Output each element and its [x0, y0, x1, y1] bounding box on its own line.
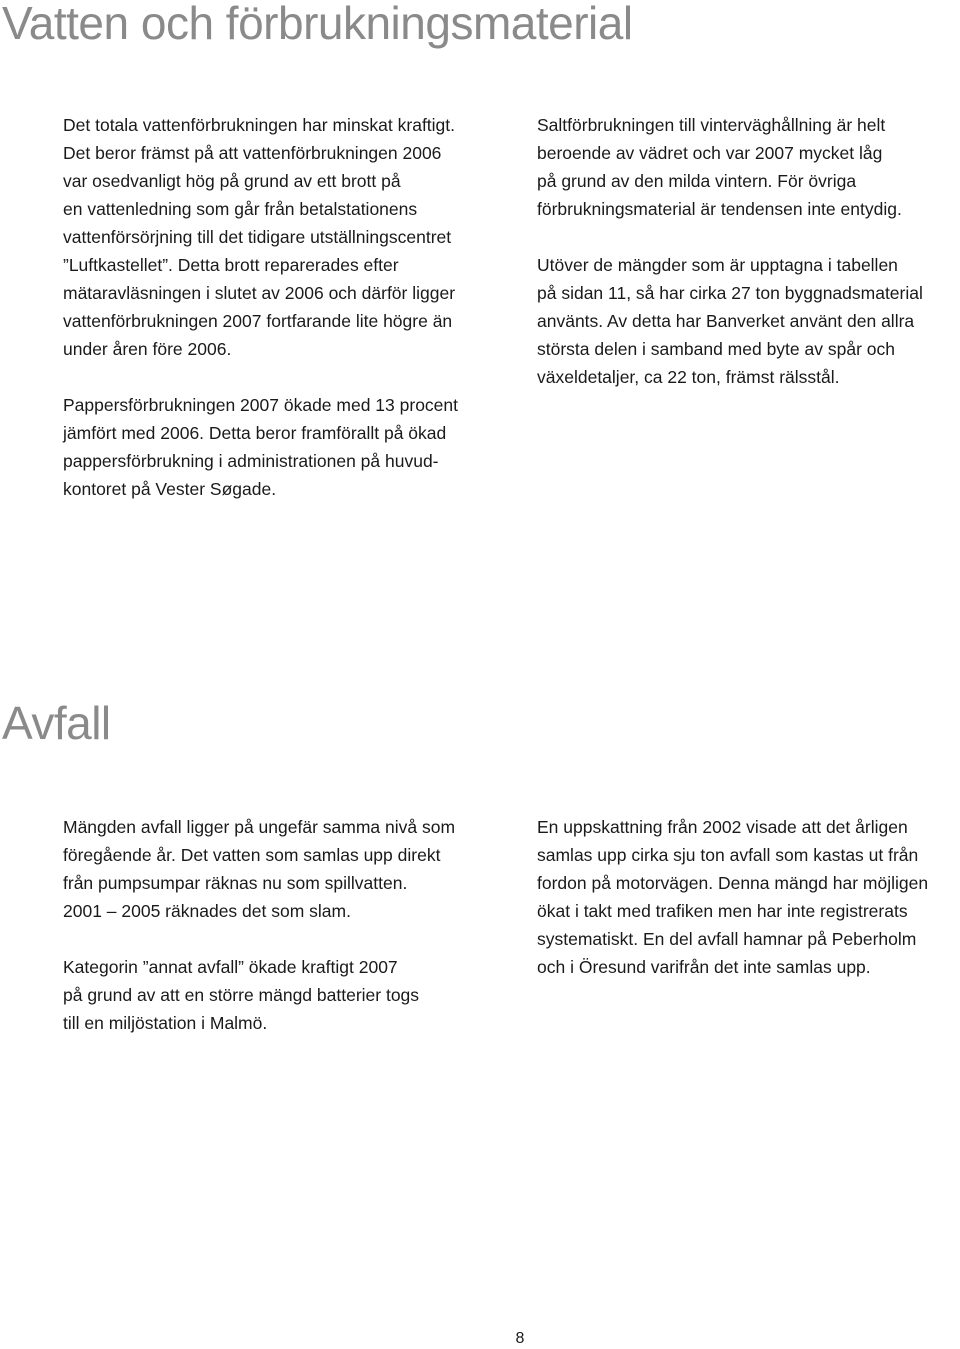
paragraph-gap — [63, 363, 493, 391]
text-line: Det beror främst på att vattenförbrukningen 2006 — [63, 143, 442, 163]
water-column-right — [537, 111, 960, 391]
text-line: från pumpsumpar räknas nu som spillvatten. — [63, 873, 408, 893]
water-column-left — [63, 111, 493, 503]
text-line: jämfört med 2006. Detta beror framförallt på ökad — [63, 423, 447, 443]
text-line: vattenförsörjning till det tidigare utställningscentret — [63, 227, 452, 247]
text-line: på grund av den milda vintern. För övriga — [537, 171, 857, 191]
text-line: växeldetaljer, ca 22 ton, främst rälsstål. — [537, 367, 840, 387]
paragraph — [537, 251, 960, 391]
text-line: pappersförbrukning i administrationen på huvud- — [63, 451, 439, 471]
text-line: 2001 – 2005 räknades det som slam. — [63, 901, 351, 921]
paragraph-gap — [63, 925, 493, 953]
text-line: Det totala vattenförbrukningen har minskat kraftigt. — [63, 115, 456, 135]
page-number: 8 — [515, 1330, 525, 1347]
text-line: fordon på motorvägen. Denna mängd har möjligen — [537, 873, 929, 893]
text-line: kontoret på Vester Søgade. — [63, 479, 277, 499]
paragraph — [63, 813, 493, 925]
paragraph — [63, 953, 493, 1037]
text-line: var osedvanligt hög på grund av ett brott på — [63, 171, 401, 191]
text-line: under åren före 2006. — [63, 339, 232, 359]
text-line: ökat i takt med trafiken men har inte registrerats — [537, 901, 908, 921]
text-line: Saltförbrukningen till vinterväghållning är helt — [537, 115, 886, 135]
paragraph — [63, 391, 493, 503]
text-line: till en miljöstation i Malmö. — [63, 1013, 268, 1033]
section-title-water: Vatten och förbrukningsmaterial — [2, 0, 633, 49]
section-title-waste: Avfall — [2, 697, 111, 749]
text-line: samlas upp cirka sju ton avfall som kastas ut från — [537, 845, 919, 865]
text-line: Kategorin ”annat avfall” ökade kraftigt 2007 — [63, 957, 398, 977]
text-line: på grund av att en större mängd batterier togs — [63, 985, 420, 1005]
paragraph — [63, 111, 493, 363]
text-line: mätaravläsningen i slutet av 2006 och därför ligger — [63, 283, 456, 303]
paragraph — [537, 813, 960, 981]
text-line: föregående år. Det vatten som samlas upp direkt — [63, 845, 441, 865]
text-line: vattenförbrukningen 2007 fortfarande lite högre än — [63, 311, 453, 331]
text-line: beroende av vädret och var 2007 mycket låg — [537, 143, 883, 163]
text-line: en vattenledning som går från betalstationens — [63, 199, 418, 219]
paragraph-gap — [537, 223, 960, 251]
text-line: Utöver de mängder som är upptagna i tabellen — [537, 255, 898, 275]
text-line: använts. Av detta har Banverket använt den allra — [537, 311, 915, 331]
text-line: på sidan 11, så har cirka 27 ton byggnadsmaterial — [537, 283, 923, 303]
text-line: ”Luftkastellet”. Detta brott reparerades efter — [63, 255, 399, 275]
text-line: Pappersförbrukningen 2007 ökade med 13 procent — [63, 395, 458, 415]
text-line: förbrukningsmaterial är tendensen inte entydig. — [537, 199, 902, 219]
text-line: största delen i samband med byte av spår och — [537, 339, 895, 359]
text-line: och i Öresund varifrån det inte samlas upp. — [537, 957, 871, 977]
text-line: systematiskt. En del avfall hamnar på Peberholm — [537, 929, 917, 949]
waste-column-right — [537, 813, 960, 981]
waste-column-left — [63, 813, 493, 1037]
paragraph — [537, 111, 960, 223]
text-line: En uppskattning från 2002 visade att det årligen — [537, 817, 908, 837]
text-line: Mängden avfall ligger på ungefär samma nivå som — [63, 817, 456, 837]
